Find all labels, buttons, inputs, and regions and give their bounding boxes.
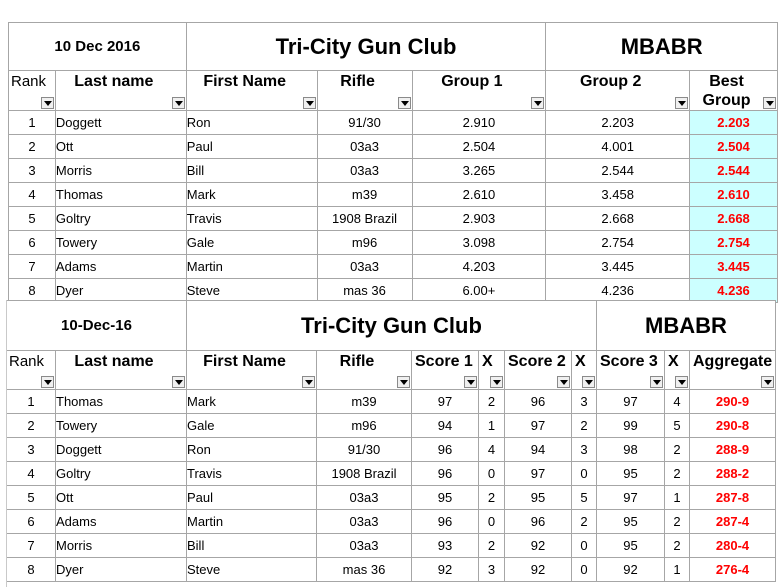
- last-name-cell[interactable]: Adams: [56, 510, 187, 534]
- header-rifle: Rifle: [317, 71, 412, 111]
- filter-dropdown-icon[interactable]: [172, 376, 185, 388]
- last-name-cell[interactable]: Doggett: [55, 111, 186, 135]
- header-group-2: Group 2: [546, 71, 690, 111]
- group-2-cell[interactable]: 2.754: [546, 231, 690, 255]
- last-name-cell[interactable]: Dyer: [55, 279, 186, 303]
- header-rank: Rank: [7, 351, 56, 390]
- group-1-cell[interactable]: 6.00+: [412, 279, 546, 303]
- aggregate-cell[interactable]: 280-4: [690, 534, 776, 558]
- x-3-cell[interactable]: 2: [665, 462, 690, 486]
- filter-dropdown-icon[interactable]: [531, 97, 544, 109]
- rank-cell[interactable]: 8: [9, 279, 56, 303]
- header-score-3: Score 3: [597, 351, 665, 390]
- score-2-cell[interactable]: 92: [505, 534, 572, 558]
- table-row: [9, 183, 778, 207]
- table-row: [9, 111, 778, 135]
- best-group-cell[interactable]: 2.754: [690, 231, 778, 255]
- header-x-3: X: [665, 351, 690, 390]
- group-1-cell[interactable]: 2.910: [412, 111, 546, 135]
- table-row: [7, 462, 776, 486]
- rifle-cell[interactable]: mas 36: [317, 558, 412, 582]
- group-1-cell[interactable]: 2.504: [412, 135, 546, 159]
- score-1-cell[interactable]: 97: [412, 390, 479, 414]
- rank-cell[interactable]: 7: [9, 255, 56, 279]
- table-row: [7, 486, 776, 510]
- score-2-cell[interactable]: 95: [505, 486, 572, 510]
- header-score-1: Score 1: [412, 351, 479, 390]
- first-name-cell[interactable]: Travis: [187, 462, 317, 486]
- sheet-date: 10 Dec 2016: [9, 23, 187, 71]
- aggregate-cell[interactable]: 288-9: [690, 438, 776, 462]
- x-1-cell[interactable]: 1: [479, 414, 505, 438]
- table-row: [9, 207, 778, 231]
- filter-dropdown-icon[interactable]: [761, 376, 774, 388]
- filter-dropdown-icon[interactable]: [303, 97, 316, 109]
- x-3-cell[interactable]: 2: [665, 534, 690, 558]
- header-rifle: Rifle: [317, 351, 412, 390]
- filter-dropdown-icon[interactable]: [398, 97, 411, 109]
- score-3-cell[interactable]: 95: [597, 534, 665, 558]
- rifle-cell[interactable]: m96: [317, 414, 412, 438]
- rifle-cell[interactable]: 91/30: [317, 111, 412, 135]
- x-1-cell[interactable]: 4: [479, 438, 505, 462]
- x-2-cell[interactable]: 3: [572, 390, 597, 414]
- filter-dropdown-icon[interactable]: [557, 376, 570, 388]
- aggregate-cell[interactable]: 276-4: [690, 558, 776, 582]
- rank-cell[interactable]: 2: [9, 135, 56, 159]
- header-last-name: Last name: [56, 351, 187, 390]
- filter-dropdown-icon[interactable]: [41, 97, 54, 109]
- score-3-cell[interactable]: 95: [597, 462, 665, 486]
- first-name-cell[interactable]: Bill: [186, 159, 317, 183]
- group-1-cell[interactable]: 3.265: [412, 159, 546, 183]
- best-group-cell[interactable]: 3.445: [690, 255, 778, 279]
- group-2-cell[interactable]: 3.445: [546, 255, 690, 279]
- filter-dropdown-icon[interactable]: [675, 376, 688, 388]
- rifle-cell[interactable]: 1908 Brazil: [317, 462, 412, 486]
- aggregate-cell[interactable]: 288-2: [690, 462, 776, 486]
- score-3-cell[interactable]: 92: [597, 558, 665, 582]
- group-2-cell[interactable]: 4.236: [546, 279, 690, 303]
- x-2-cell[interactable]: 0: [572, 558, 597, 582]
- score-3-cell[interactable]: 99: [597, 414, 665, 438]
- last-name-cell[interactable]: Ott: [56, 486, 187, 510]
- group-2-cell[interactable]: 2.668: [546, 207, 690, 231]
- header-first-name: First Name: [187, 351, 317, 390]
- table-row: [9, 279, 778, 303]
- best-group-cell[interactable]: 2.668: [690, 207, 778, 231]
- last-name-cell[interactable]: Morris: [55, 159, 186, 183]
- table-row: [7, 510, 776, 534]
- table-row: [7, 390, 776, 414]
- score-1-cell[interactable]: 94: [412, 414, 479, 438]
- group-2-cell[interactable]: 4.001: [546, 135, 690, 159]
- last-name-cell[interactable]: Thomas: [55, 183, 186, 207]
- aggregate-cell[interactable]: 287-8: [690, 486, 776, 510]
- filter-dropdown-icon[interactable]: [763, 97, 776, 109]
- first-name-cell[interactable]: Mark: [186, 183, 317, 207]
- last-name-cell[interactable]: Ott: [55, 135, 186, 159]
- rifle-cell[interactable]: 03a3: [317, 510, 412, 534]
- header-rank: Rank: [9, 71, 56, 111]
- rank-cell[interactable]: 5: [9, 207, 56, 231]
- rifle-cell[interactable]: 03a3: [317, 255, 412, 279]
- table-row: [7, 414, 776, 438]
- rank-cell[interactable]: 1: [9, 111, 56, 135]
- x-3-cell[interactable]: 1: [665, 558, 690, 582]
- score-1-cell[interactable]: 96: [412, 438, 479, 462]
- sheet-date: 10-Dec-16: [7, 301, 187, 351]
- group-results-sheet: [8, 22, 778, 304]
- rank-cell[interactable]: 4: [7, 462, 56, 486]
- rifle-cell[interactable]: 03a3: [317, 486, 412, 510]
- first-name-cell[interactable]: Gale: [187, 414, 317, 438]
- club-title: Tri-City Gun Club: [186, 23, 546, 71]
- x-1-cell[interactable]: 0: [479, 510, 505, 534]
- last-name-cell[interactable]: Dyer: [56, 558, 187, 582]
- filter-dropdown-icon[interactable]: [582, 376, 595, 388]
- score-2-cell[interactable]: 92: [505, 558, 572, 582]
- x-3-cell[interactable]: 2: [665, 510, 690, 534]
- x-1-cell[interactable]: 0: [479, 462, 505, 486]
- header-best-group: Best Group: [690, 71, 778, 111]
- table-row: [9, 135, 778, 159]
- aggregate-cell[interactable]: 290-8: [690, 414, 776, 438]
- table-row: [7, 534, 776, 558]
- rank-cell[interactable]: 8: [7, 558, 56, 582]
- x-2-cell[interactable]: 3: [572, 438, 597, 462]
- event-title: MBABR: [597, 301, 776, 351]
- rank-cell[interactable]: 6: [9, 231, 56, 255]
- last-name-cell[interactable]: Towery: [56, 414, 187, 438]
- last-name-cell[interactable]: Morris: [56, 534, 187, 558]
- filter-dropdown-icon[interactable]: [397, 376, 410, 388]
- filter-dropdown-icon[interactable]: [302, 376, 315, 388]
- first-name-cell[interactable]: Gale: [186, 231, 317, 255]
- group-1-cell[interactable]: 3.098: [412, 231, 546, 255]
- header-first-name: First Name: [186, 71, 317, 111]
- score-1-cell[interactable]: 93: [412, 534, 479, 558]
- aggregate-cell[interactable]: 287-4: [690, 510, 776, 534]
- last-name-cell[interactable]: Goltry: [55, 207, 186, 231]
- best-group-cell[interactable]: 2.610: [690, 183, 778, 207]
- filter-dropdown-icon[interactable]: [650, 376, 663, 388]
- filter-dropdown-icon[interactable]: [172, 97, 185, 109]
- score-3-cell[interactable]: 98: [597, 438, 665, 462]
- score-3-cell[interactable]: 97: [597, 390, 665, 414]
- rifle-cell[interactable]: 03a3: [317, 534, 412, 558]
- rank-cell[interactable]: 2: [7, 414, 56, 438]
- group-1-cell[interactable]: 2.610: [412, 183, 546, 207]
- score-2-cell[interactable]: 96: [505, 390, 572, 414]
- header-last-name: Last name: [55, 71, 186, 111]
- last-name-cell[interactable]: Doggett: [56, 438, 187, 462]
- header-score-2: Score 2: [505, 351, 572, 390]
- sheet-edge: [6, 300, 7, 587]
- x-3-cell[interactable]: 1: [665, 486, 690, 510]
- best-group-cell[interactable]: 2.544: [690, 159, 778, 183]
- score-2-cell[interactable]: 94: [505, 438, 572, 462]
- filter-dropdown-icon[interactable]: [41, 376, 54, 388]
- x-1-cell[interactable]: 2: [479, 534, 505, 558]
- header-group-1: Group 1: [412, 71, 546, 111]
- best-group-cell[interactable]: 4.236: [690, 279, 778, 303]
- club-title: Tri-City Gun Club: [187, 301, 597, 351]
- group-2-cell[interactable]: 2.203: [546, 111, 690, 135]
- best-group-cell[interactable]: 2.504: [690, 135, 778, 159]
- score-1-cell[interactable]: 96: [412, 510, 479, 534]
- rifle-cell[interactable]: 03a3: [317, 135, 412, 159]
- rank-cell[interactable]: 7: [7, 534, 56, 558]
- first-name-cell[interactable]: Steve: [186, 279, 317, 303]
- first-name-cell[interactable]: Ron: [186, 111, 317, 135]
- filter-dropdown-icon[interactable]: [675, 97, 688, 109]
- rifle-cell[interactable]: 91/30: [317, 438, 412, 462]
- group-1-cell[interactable]: 4.203: [412, 255, 546, 279]
- last-name-cell[interactable]: Adams: [55, 255, 186, 279]
- rifle-cell[interactable]: m96: [317, 231, 412, 255]
- x-2-cell[interactable]: 2: [572, 510, 597, 534]
- x-1-cell[interactable]: 2: [479, 486, 505, 510]
- x-2-cell[interactable]: 2: [572, 414, 597, 438]
- rank-cell[interactable]: 5: [7, 486, 56, 510]
- table-row: [9, 255, 778, 279]
- rank-cell[interactable]: 3: [9, 159, 56, 183]
- last-name-cell[interactable]: Goltry: [56, 462, 187, 486]
- table-row: [9, 231, 778, 255]
- group-2-cell[interactable]: 3.458: [546, 183, 690, 207]
- rifle-cell[interactable]: 1908 Brazil: [317, 207, 412, 231]
- filter-dropdown-icon[interactable]: [490, 376, 503, 388]
- table-row: [9, 159, 778, 183]
- first-name-cell[interactable]: Ron: [187, 438, 317, 462]
- score-1-cell[interactable]: 96: [412, 462, 479, 486]
- score-3-cell[interactable]: 95: [597, 510, 665, 534]
- last-name-cell[interactable]: Thomas: [56, 390, 187, 414]
- score-results-table: [6, 300, 776, 582]
- score-1-cell[interactable]: 92: [412, 558, 479, 582]
- score-1-cell[interactable]: 95: [412, 486, 479, 510]
- header-x-2: X: [572, 351, 597, 390]
- score-3-cell[interactable]: 97: [597, 486, 665, 510]
- rifle-cell[interactable]: m39: [317, 183, 412, 207]
- header-x-1: X: [479, 351, 505, 390]
- rifle-cell[interactable]: m39: [317, 390, 412, 414]
- first-name-cell[interactable]: Paul: [187, 486, 317, 510]
- x-1-cell[interactable]: 2: [479, 390, 505, 414]
- first-name-cell[interactable]: Mark: [187, 390, 317, 414]
- group-1-cell[interactable]: 2.903: [412, 207, 546, 231]
- first-name-cell[interactable]: Martin: [186, 255, 317, 279]
- group-results-table: [8, 22, 778, 303]
- filter-dropdown-icon[interactable]: [464, 376, 477, 388]
- x-3-cell[interactable]: 4: [665, 390, 690, 414]
- rank-cell[interactable]: 3: [7, 438, 56, 462]
- first-name-cell[interactable]: Martin: [187, 510, 317, 534]
- first-name-cell[interactable]: Travis: [186, 207, 317, 231]
- x-3-cell[interactable]: 2: [665, 438, 690, 462]
- x-2-cell[interactable]: 5: [572, 486, 597, 510]
- table-row: [7, 438, 776, 462]
- rank-cell[interactable]: 6: [7, 510, 56, 534]
- aggregate-cell[interactable]: 290-9: [690, 390, 776, 414]
- score-2-cell[interactable]: 96: [505, 510, 572, 534]
- score-results-sheet: [6, 300, 776, 587]
- header-aggregate: Aggregate: [690, 351, 776, 390]
- rank-cell[interactable]: 1: [7, 390, 56, 414]
- x-3-cell[interactable]: 5: [665, 414, 690, 438]
- first-name-cell[interactable]: Steve: [187, 558, 317, 582]
- rifle-cell[interactable]: 03a3: [317, 159, 412, 183]
- score-2-cell[interactable]: 97: [505, 462, 572, 486]
- x-2-cell[interactable]: 0: [572, 462, 597, 486]
- rifle-cell[interactable]: mas 36: [317, 279, 412, 303]
- best-group-cell[interactable]: 2.203: [690, 111, 778, 135]
- group-2-cell[interactable]: 2.544: [546, 159, 690, 183]
- rank-cell[interactable]: 4: [9, 183, 56, 207]
- table-row: [7, 558, 776, 582]
- first-name-cell[interactable]: Paul: [186, 135, 317, 159]
- first-name-cell[interactable]: Bill: [187, 534, 317, 558]
- last-name-cell[interactable]: Towery: [55, 231, 186, 255]
- event-title: MBABR: [546, 23, 778, 71]
- x-1-cell[interactable]: 3: [479, 558, 505, 582]
- x-2-cell[interactable]: 0: [572, 534, 597, 558]
- score-2-cell[interactable]: 97: [505, 414, 572, 438]
